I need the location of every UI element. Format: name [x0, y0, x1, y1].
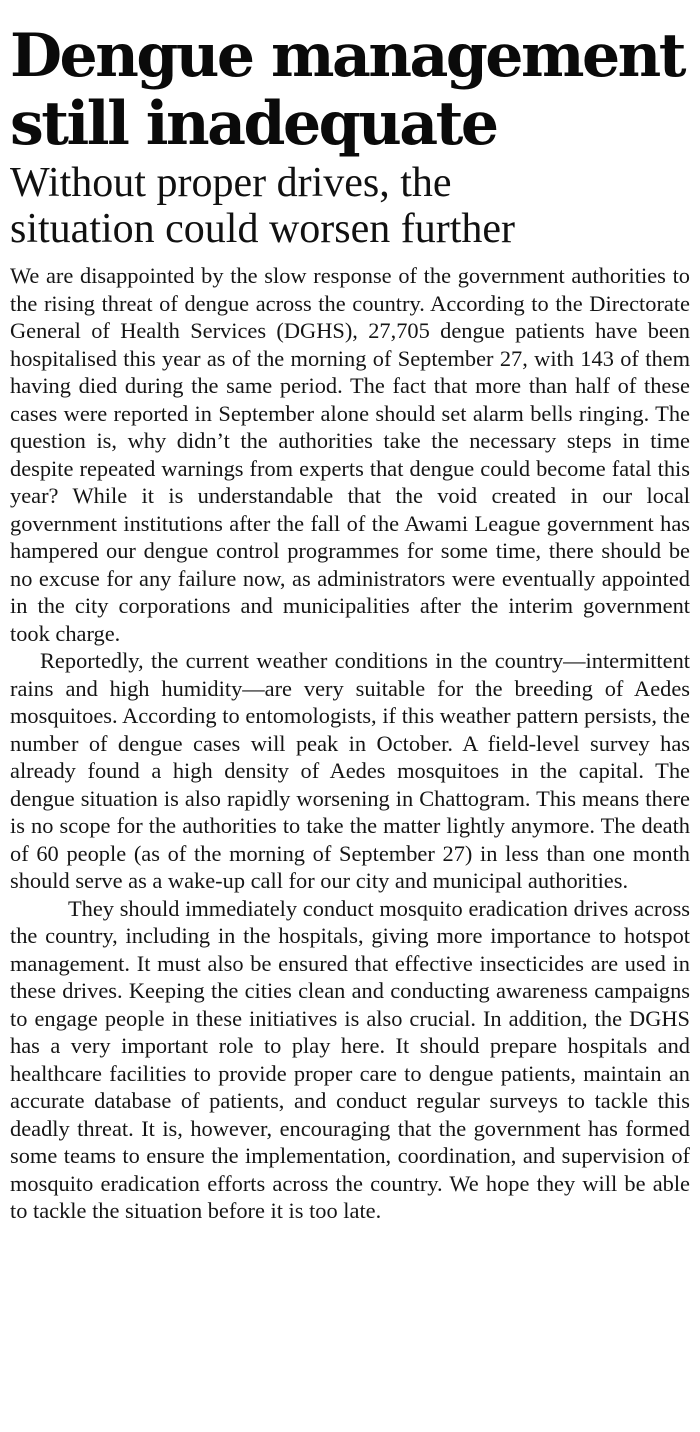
body-paragraph-3: They should immediately conduct mosquito eradication drives across the country, including in the hospitals, giving more importance to hotspot management. It must also be ensured that effective insecticides are used in these drives. Keeping the cities clean and conducting awareness campaigns to engage people in these initiatives is also crucial. In addition, the DGHS has a very important role to play here. It should prepare hospitals and healthcare facilities to provide proper care to dengue patients, maintain an accurate database of patients, and conduct regular surveys to tackle this deadly threat. It is, however, encouraging that the government has formed some teams to ensure the implementation, coordination, and supervision of mosquito eradication efforts across the country. We hope they will be able to tackle the situation before it is too late. — [10, 895, 690, 1223]
body-paragraph-1: We are disappointed by the slow response of the government authorities to the rising threat of dengue across the country. According to the Directorate General of Health Services (DGHS), 27,705 dengue patients have been hospitalised this year as of the morning of September 27, with 143 of them having died during the same period. The fact that more than half of these cases were reported in September alone should set alarm bells ringing. The question is, why didn’t the authorities take the necessary steps in time despite repeated warnings from experts that dengue could become fatal this year? While it is understandable that the void created in our local government institutions after the fall of the Awami League government has hampered our dengue control programmes for some time, there should be no excuse for any failure now, as administrators were eventually appointed in the city corporations and municipalities after the interim government took charge. — [10, 263, 690, 646]
subheadline-line-1: Without proper drives, the — [10, 160, 452, 206]
headline-line-2: still inadequate — [10, 89, 497, 159]
subheadline-line-2: situation could worsen further — [10, 206, 516, 252]
editorial-article — [10, 0, 690, 1225]
headline-line-1: Dengue management — [10, 21, 684, 91]
subheadline — [10, 160, 690, 252]
headline — [10, 22, 690, 158]
body-paragraph-2: Reportedly, the current weather conditions in the country—intermittent rains and high humidity—are very suitable for the breeding of Aedes mosquitoes. According to entomologists, if this weather pattern persists, the number of dengue cases will peak in October. A field-level survey has already found a high density of Aedes mosquitoes in the capital. The dengue situation is also rapidly worsening in Chattogram. This means there is no scope for the authorities to take the matter lightly anymore. The death of 60 people (as of the morning of September 27) in less than one month should serve as a wake-up call for our city and municipal authorities. — [10, 648, 690, 893]
article-body — [10, 262, 690, 1225]
